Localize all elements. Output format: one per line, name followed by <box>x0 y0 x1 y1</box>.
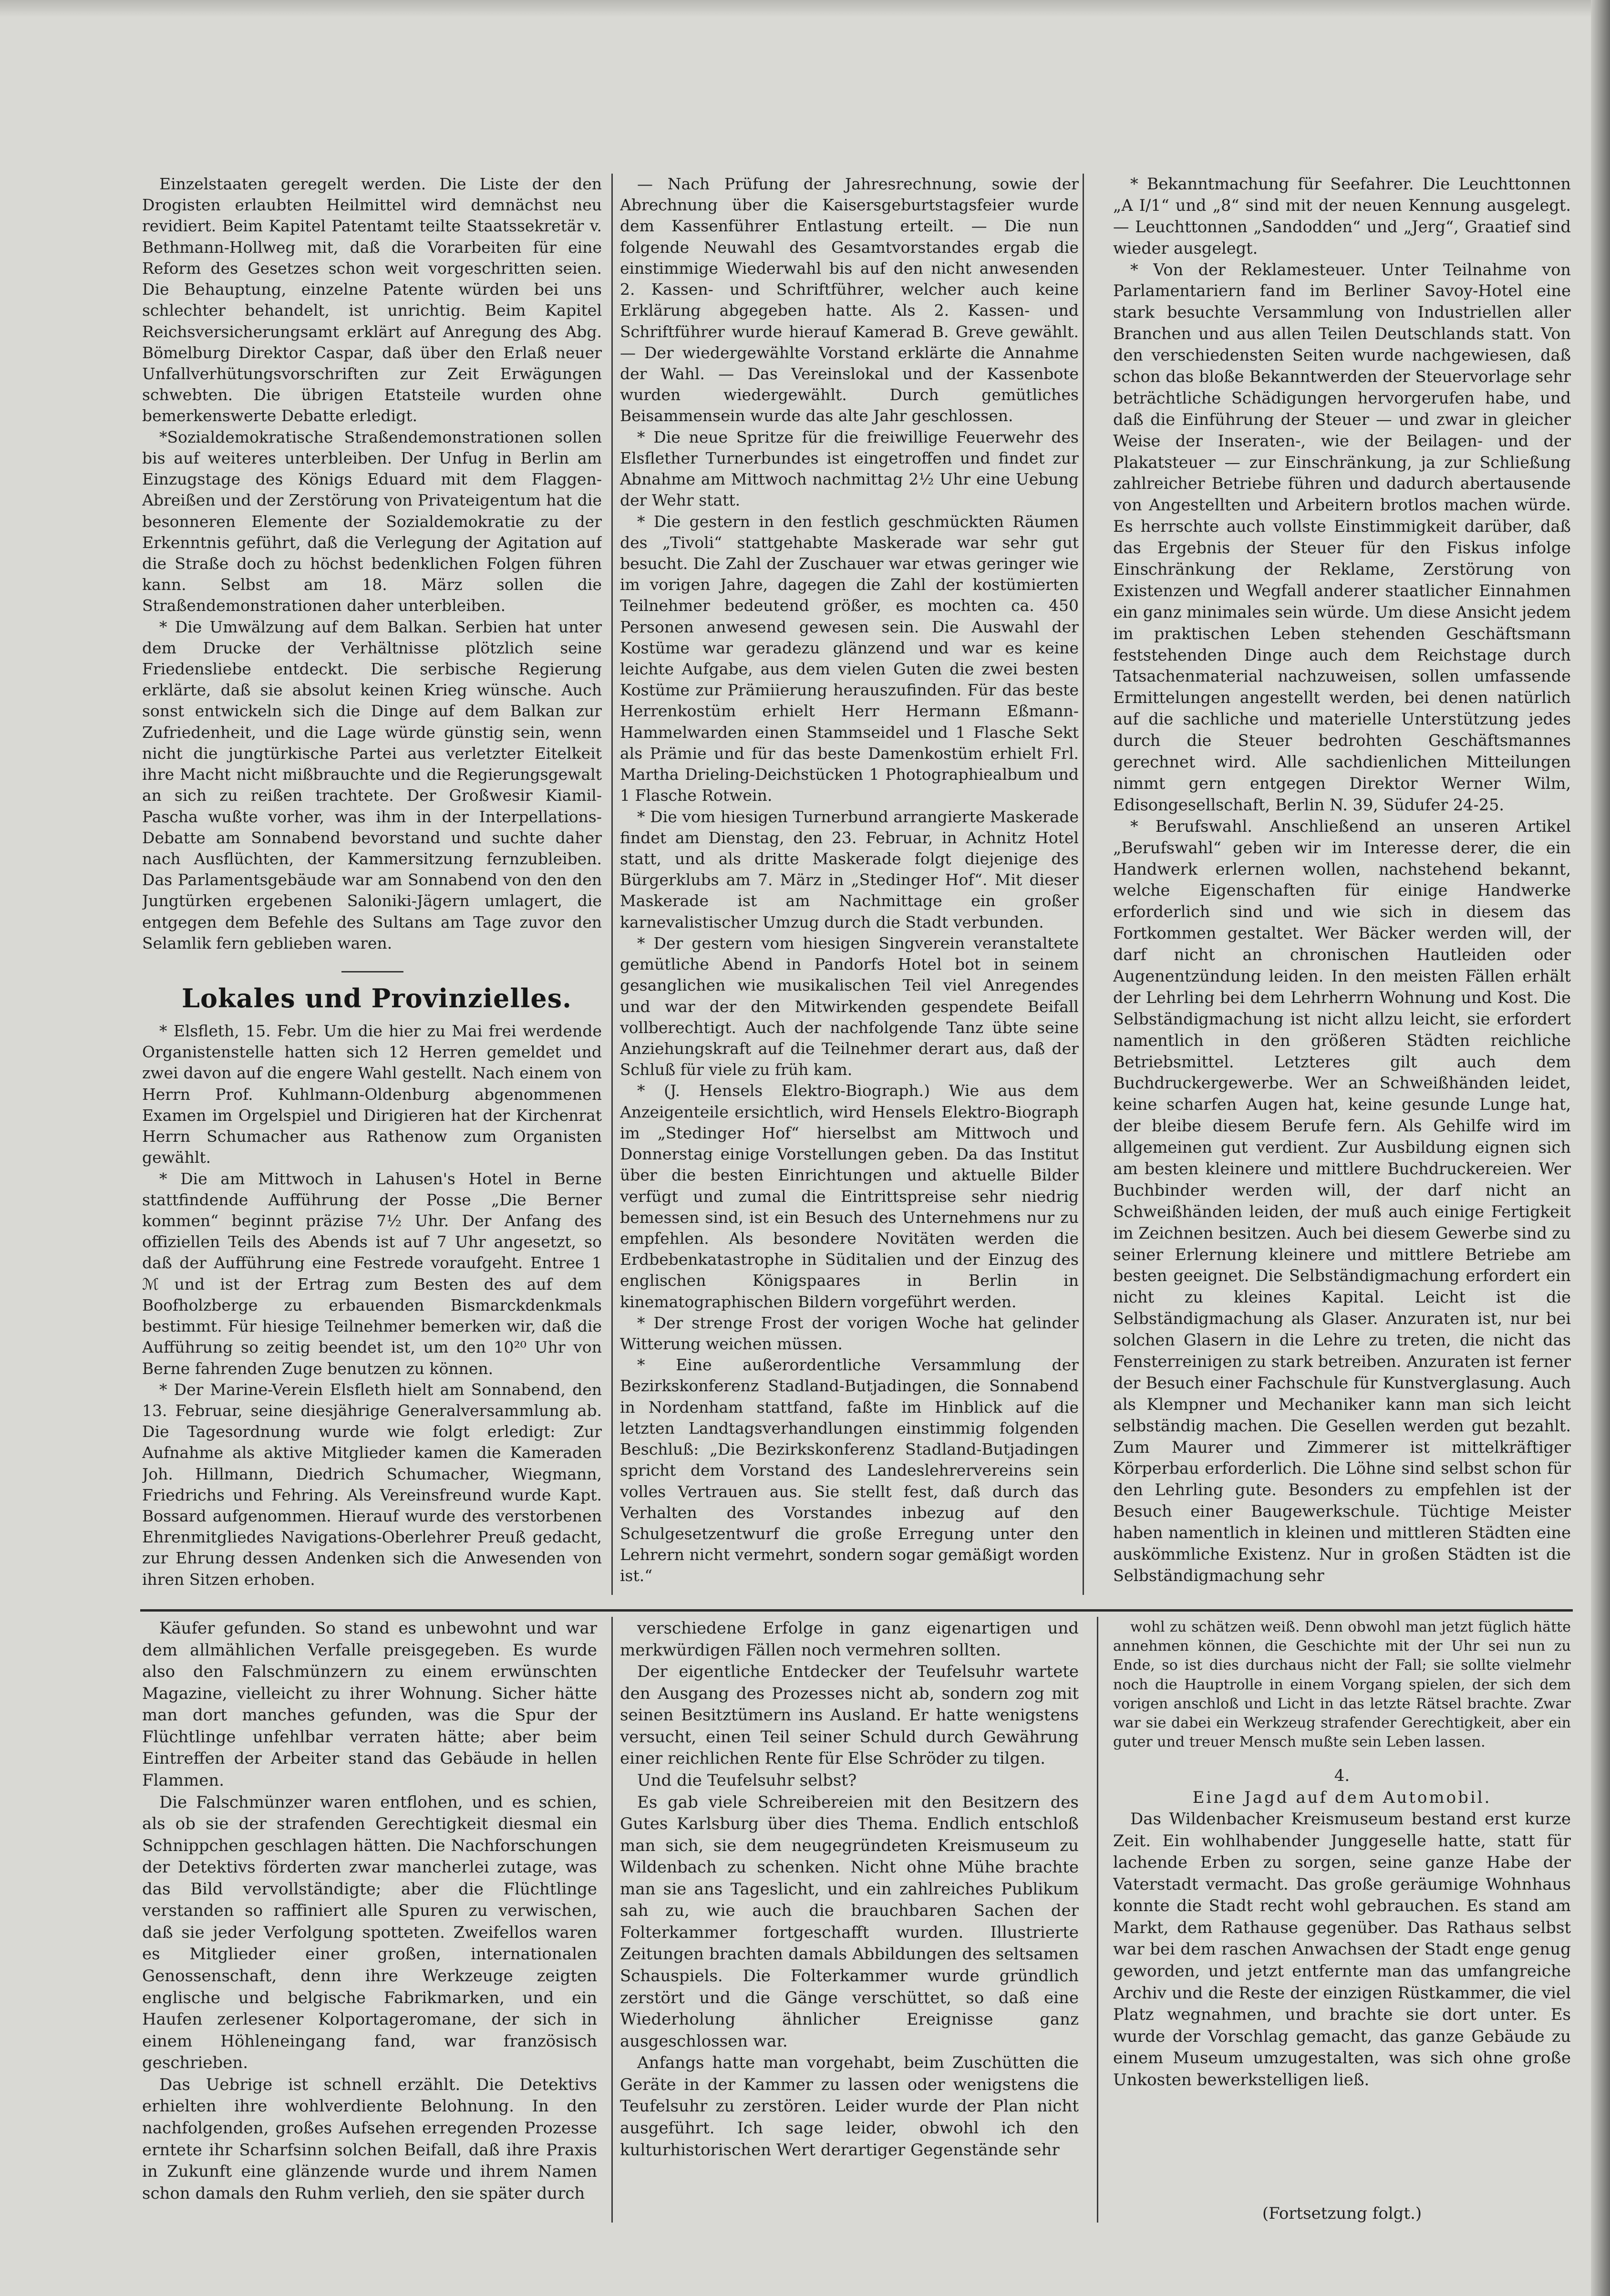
upper-col1-politics <box>142 174 602 961</box>
paragraph: * Der gestern vom hiesigen Singverein veranstaltete gemütliche Abend in Pandorfs Hotel bot in seinem gesanglichen wie musikalischen Teil viel Anregendes und war der den Mitwirkenden gespendete Beifall vollberechtigt. Auch der nachfolgende Tanz übte seine Anziehungskraft auf die Teilnehmer derart aus, daß der Schluß für viele zu früh kam. <box>620 933 1079 1079</box>
paragraph: * Der Marine-Verein Elsfleth hielt am Sonnabend, den 13. Februar, seine diesjährige Generalversammlung ab. Die Tagesordnung wurde wie folgt erledigt: Zur Aufnahme als aktive Mitglieder kamen die Kameraden Joh. Hillmann, Diedrich Schumacher, Wiegmann, Friedrichs und Fehring. Als Vereinsfreund wurde Kapt. Bossard aufgenommen. Hierauf wurde des verstorbenen Ehrenmitgliedes Navigations-Oberlehrer Preuß gedacht, zur Ehrung dessen Andenken sich die Anwesenden von ihren Sitzen erhoben. <box>142 1380 602 1589</box>
scan-shadow-right <box>1591 0 1610 2296</box>
paragraph: Es gab viele Schreibereien mit den Besitzern des Gutes Karlsburg über dies Thema. Endlich entschloß man sich, sie dem neugegründeten Kreismuseum zu Wildenbach zu schenken. Nicht ohne Mühe brachte man sie ans Tageslicht, und ein zahlreiches Publikum sah zu, wie auch die brauchbaren Sachen der Folterkammer fortgeschafft wurden. Illustrierte Zeitungen brachten damals Abbildungen des seltsamen Schauspiels. Die Folterkammer wurde gründlich zerstört und die Gänge verschüttet, so daß eine Wiederholung ähnlicher Ereignisse ganz ausgeschlossen war. <box>620 1792 1079 2051</box>
upper-col1-local <box>142 1021 602 1593</box>
paragraph: * Die neue Spritze für die freiwillige Feuerwehr des Elsflether Turnerbundes ist eingetroffen und findet zur Abnahme am Mittwoch nachmittag 2½ Uhr eine Uebung der Wehr statt. <box>620 427 1079 510</box>
paragraph: * Die vom hiesigen Turnerbund arrangierte Maskerade findet am Dienstag, den 23. Februar, in Achnitz Hotel statt, und als dritte Maskerade folgt diejenige des Bürgerklubs am 7. März in „Stedinger Hof“. Mit dieser Maskerade ist am Nachmittage ein großer karnevalistischer Umzug durch die Stadt verbunden. <box>620 807 1079 931</box>
column-rule-upper-1 <box>611 174 613 1595</box>
paragraph: verschiedene Erfolge in ganz eigenartigen und merkwürdigen Fällen noch vermehren sollten. <box>620 1619 1079 1660</box>
paragraph: wohl zu schätzen weiß. Denn obwohl man jetzt füglich hätte annehmen können, die Geschichte mit der Uhr sei nun zu Ende, so ist dies durchaus nicht der Fall; sie sollte vielmehr noch die Hauptrolle in einem Vorgang spielen, der sich dem vorigen anschloß und Licht in das letzte Rätsel brachte. Zwar war sie dabei ein Werkzeug strafender Gerechtigkeit, aber ein guter und treuer Mensch mußte sein Leben lassen. <box>1113 1619 1571 1751</box>
paragraph: * Elsfleth, 15. Febr. Um die hier zu Mai frei werdende Organistenstelle hatten sich 12 Herren gemeldet und zwei davon auf die engere Wahl gestellt. Nach einem von Herrn Prof. Kuhlmann-Oldenburg abgenommenen Examen im Orgelspiel und Dirigieren hat der Kirchenrat Herrn Schumacher aus Rathenow zum Organisten gewählt. <box>142 1022 602 1167</box>
chapter-number: 4. <box>1334 1766 1350 1785</box>
paragraph: Das Wildenbacher Kreismuseum bestand erst kurze Zeit. Ein wohlhabender Junggeselle hatte, statt für lachende Erben zu sorgen, seine ganze Habe der Vaterstadt vermacht. Das große geräumige Wohnhaus konnte die Stadt recht wohl gebrauchen. Es stand am Markt, dem Rathause gegenüber. Das Rathaus selbst war bei dem raschen Anwachsen der Stadt enge genug geworden, und jetzt entfernte man das umfangreiche Archiv und die Reste der einzigen Rüstkammer, die viel Platz wegnahmen, und brachte sie dort unter. Es wurde der Vorschlag gemacht, das ganze Gebäude zu einem Museum umzugestalten, was sich ohne große Unkosten bewerkstelligen ließ. <box>1113 1810 1571 2089</box>
paragraph: * Bekanntmachung für Seefahrer. Die Leuchttonnen „A I/1“ und „8“ sind mit der neuen Kennung ausgelegt. — Leuchttonnen „Sandodden“ und „Jerg“, Graatief sind wieder ausgelegt. <box>1113 175 1571 258</box>
chapter-title: Eine Jagd auf dem Automobil. <box>1192 1788 1492 1807</box>
upper-col3-notices <box>1113 174 1571 1595</box>
paragraph: * Die gestern in den festlich geschmückten Räumen des „Tivoli“ stattgehabte Maskerade war sehr gut besucht. Die Zahl der Zuschauer war etwas geringer wie im vorigen Jahre, dagegen die Zahl der kostümierten Teilnehmer bedeutend größer, es mochten ca. 450 Personen anwesend gewesen sein. Die Auswahl der Kostüme war geradezu glänzend und war es keine leichte Aufgabe, aus dem vielen Guten die zwei besten Kostüme zur Prämiierung herauszufinden. Für das beste Herrenkostüm erhielt Herr Hermann Eßmann-Hammelwarden einen Stammseidel und 1 Flasche Sekt als Prämie und für das beste Damenkostüm erhielt Frl. Martha Drieling-Deichstücken 1 Photographiealbum und 1 Flasche Rotwein. <box>620 512 1079 805</box>
paragraph: * Berufswahl. Anschließend an unseren Artikel „Berufswahl“ geben wir im Interesse derer, die ein Handwerk erlernen wollen, nachstehend bekannt, welche Eigenschaften für einige Handwerke erforderlich sind und wie sich in diesem das Fortkommen gestaltet. Wer Bäcker werden will, der darf nicht an chronischen Hautleiden oder Augenentzündung leiden. In den meisten Fällen erhält der Lehrling bei dem Lehrherrn Wohnung und Kost. Die Selbständigmachung ist nicht allzu leicht, sie erfordert namentlich in den größeren Städten reichliche Betriebsmittel. Letzteres gilt auch dem Buchdruckergewerbe. Wer an Schweißhänden leidet, keine scharfen Augen hat, keine gesunde Lunge hat, der bleibe diesem Berufe fern. Als Gehilfe wird im allgemeinen gut verdient. Zur Ausbildung eignen sich am besten kleinere und mittlere Buchdruckereien. Wer Buchbinder werden will, der darf nicht an Schweißhänden leiden, der muß auch einige Fertigkeit im Zeichnen besitzen. Auch bei diesem Gewerbe sind zu seiner Erlernung kleinere und mittlere Betriebe am besten geeignet. Die Selbständigmachung erfordert ein nicht zu kleines Kapital. Leicht ist die Selbständigmachung als Glaser. Anzuraten ist, nur bei solchen Glasern in die Lehre zu treten, die nicht das Fensterreinigen zu stark betreiben. Anzuraten ist ferner der Besuch einer Fachschule für Kunstverglasung. Auch als Klempner und Mechaniker kann man sich leicht selbständig machen. Die Gesellen werden gut bezahlt. Zum Maurer und Zimmerer ist mittelkräftiger Körperbau erforderlich. Die Löhne sind selbst schon für den Lehrling gute. Besonders zu empfehlen ist der Besuch einer Baugewerkschule. Tüchtige Meister haben namentlich in kleinen und mittleren Städten eine auskömmliche Existenz. Nur in großen Städten ist die Selbständigmachung sehr <box>1113 817 1571 1585</box>
upper-col2-local <box>620 174 1079 1595</box>
column-rule-lower-2 <box>1097 1617 1098 2223</box>
scan-shadow-top <box>0 0 1610 17</box>
lower-col3-story <box>1113 1618 1571 1761</box>
paragraph: * Die am Mittwoch in Lahusen's Hotel in Berne stattfindende Aufführung der Posse „Die Berner kommen“ beginnt präzise 7½ Uhr. Der Anfang des offiziellen Teils des Abends ist auf 7 Uhr angesetzt, so daß der Aufführung eine Festrede voraufgeht. Entree 1 ℳ und ist der Ertrag zum Besten des auf dem Boofholzberge zu erbauenden Bismarckdenkmals bestimmt. Für hiesige Teilnehmer bemerken wir, daß die Aufführung so zeitig beendet ist, um den 10²⁰ Uhr von Berne fahrenden Zuge benutzen zu können. <box>142 1169 602 1378</box>
paragraph: — Nach Prüfung der Jahresrechnung, sowie der Abrechnung über die Kaisersgeburtstagsfeier wurde dem Kassenführer Entlastung erteilt. — Die nun folgende Neuwahl des Gesamtvorstandes ergab die einstimmige Wiederwahl bis auf den nicht anwesenden 2. Kassen- und Schriftführer, welcher auch keine Erklärung abgegeben hatte. Als 2. Kassen- und Schriftführer wurde hierauf Kamerad B. Greve gewählt. — Der wiedergewählte Vorstand erklärte die Annahme der Wahl. — Das Vereinslokal und der Kassenbote wurden wiedergewählt. Durch gemütliches Beisammensein wurde das alte Jahr geschlossen. <box>620 175 1079 425</box>
paragraph: *Sozialdemokratische Straßendemonstrationen sollen bis auf weiteres unterbleiben. Der Unfug in Berlin am Einzugstage des Königs Eduard mit dem Flaggen-Abreißen und der Zerstörung von Privateigentum hat die besonneren Elemente der Sozialdemokratie zu der Erkenntnis geführt, daß die Verlegung der Agitation auf die Straße doch zu höchst bedenklichen Folgen führen kann. Selbst am 18. März sollen die Straßendemonstrationen daher unterbleiben. <box>142 427 602 615</box>
column-rule-lower-1 <box>611 1617 613 2223</box>
paragraph: Käufer gefunden. So stand es unbewohnt und war dem allmählichen Verfalle preisgegeben. Es wurde also den Falschmünzern zu einem erwünschten Magazine, vielleicht zu ihrer Wohnung. Sicher hätte man dort manches gefunden, was die Spur der Flüchtlinge unfehlbar verraten hätte; aber beim Eintreffen der Arbeiter stand das Gebäude in hellen Flammen. <box>142 1619 597 1790</box>
paragraph: Das Uebrige ist schnell erzählt. Die Detektivs erhielten ihre wohlverdiente Belohnung. In den nachfolgenden, großes Aufsehen erregenden Prozesse erntete ihr Scharfsinn solchen Beifall, daß ihre Praxis in Zukunft eine glänzende wurde und ihrem Namen schon damals den Ruhm verlieh, den sie später durch <box>142 2075 597 2203</box>
section-title-local-news: Lokales und Provinzielles. <box>182 983 572 1014</box>
column-rule-upper-2 <box>1083 174 1084 1595</box>
feuilleton-separator <box>140 1609 1573 1612</box>
lower-col1-story <box>142 1618 597 2224</box>
paragraph: * Die Umwälzung auf dem Balkan. Serbien hat unter dem Drucke der Verhältnisse plötzlich seine Friedensliebe entdeckt. Die serbische Regierung erklärte, daß sie absolut keinen Krieg wünsche. Auch sonst entwickeln sich die Dinge auf dem Balkan zur Zufriedenheit, und die Lage würde günstig sein, wenn nicht die jungtürkische Partei aus verletzter Eitelkeit ihre Macht nicht mißbrauchte und die Regierungsgewalt an sich zu reißen trachtete. Der Großwesir Kiamil-Pascha wußte vorher, was ihm in der Interpellations-Debatte am Sonnabend bevorstand und suchte daher nach Ausflüchten, der Kammersitzung fernzubleiben. Das Parlamentsgebäude war am Sonnabend von den den Jungtürken ergebenen Saloniki-Jägern umlagert, die entgegen dem Befehle des Sultans am Tage zuvor den Selamlik fern geblieben waren. <box>142 617 602 952</box>
paragraph: * Eine außerordentliche Versammlung der Bezirkskonferenz Stadland-Butjadingen, die Sonnabend in Nordenham stattfand, faßte im Hinblick auf die letzten Landtagsverhandlungen einstimmig folgenden Beschluß: „Die Bezirkskonferenz Stadland-Butjadingen spricht dem Vorstand des Landeslehrervereins sein volles Vertrauen aus. Sie stellt fest, daß durch das Verhalten des Vorstandes inbezug auf den Schulgesetzentwurf die große Erregung unter den Lehrern nicht vermehrt, sondern sogar gemäßigt worden ist.“ <box>620 1355 1079 1585</box>
paragraph: * Der strenge Frost der vorigen Woche hat gelinder Witterung weichen müssen. <box>620 1313 1079 1354</box>
paragraph: Der eigentliche Entdecker der Teufelsuhr wartete den Ausgang des Prozesses nicht ab, sondern zog mit seinen Besitztümern ins Ausland. Er hatte wenigstens versucht, einen Teil seiner Schuld durch Gewährung einer reichlichen Rente für Else Schröder zu tilgen. <box>620 1662 1079 1769</box>
paragraph: Anfangs hatte man vorgehabt, beim Zuschütten die Geräte in der Kammer zu lassen oder wenigstens die Teufelsuhr zu zerstören. Leider wurde der Plan nicht ausgeführt. Ich sage leider, obwohl ich den kulturhistorischen Wert derartiger Gegenstände sehr <box>620 2053 1079 2160</box>
continued-note: (Fortsetzung folgt.) <box>1262 2204 1422 2223</box>
paragraph: Die Falschmünzer waren entflohen, und es schien, als ob sie der strafenden Gerechtigkeit diesmal ein Schnippchen geschlagen hätten. Die Nachforschungen der Detektivs förderten zwar mancherlei zutage, was das Bild vervollständigte; aber die Flüchtlinge verstanden so raffiniert alle Spuren zu verwischen, daß sie jeder Verfolgung spotteten. Zweifellos waren es Mitglieder einer großen, internationalen Genossenschaft, denn ihre Werkzeuge zeigten englische und belgische Fabrikmarken, und ein Haufen zerlesener Kolportageromane, der sich in einem Höhleneingang fand, war französisch geschrieben. <box>142 1792 597 2073</box>
paragraph: Einzelstaaten geregelt werden. Die Liste der den Drogisten erlaubten Heilmittel wird demnächst neu revidiert. Beim Kapitel Patentamt teilte Staatssekretär v. Bethmann-Hollweg mit, daß die Vorarbeiten für eine Reform des Gesetzes schon weit vorgeschritten seien. Die Behauptung, einzelne Patente würden bei uns schlechter behandelt, ist unrichtig. Beim Kapitel Reichsversicherungsamt erklärt auf Anregung des Abg. Bömelburg Direktor Caspar, daß über den Erlaß neuer Unfallverhütungsvorschriften zur Zeit Erwägungen schwebten. Die übrigen Etatsteile wurden ohne bemerkenswerte Debatte erledigt. <box>142 175 602 425</box>
lower-col2-story <box>620 1618 1079 2224</box>
paragraph: Und die Teufelsuhr selbst? <box>637 1770 857 1790</box>
section-divider-short <box>341 971 403 972</box>
paragraph: * Von der Reklamesteuer. Unter Teilnahme von Parlamentariern fand im Berliner Savoy-Hotel eine stark besuchte Versammlung von Industriellen aller Branchen und aus allen Teilen Deutschlands statt. Von den verschiedensten Seiten wurde nachgewiesen, daß schon das bloße Bekanntwerden der Steuervorlage sehr beträchtliche Schädigungen hervorgerufen habe, und daß die Einführung der Steuer — und zwar in gleicher Weise der Inseraten-, wie der Beilagen- und der Plakatsteuer — zur Einschränkung, ja zur Schließung zahlreicher Betriebe führen und dadurch abertausende von Angestellten und Arbeitern brotlos machen würde. Es herrschte auch vollste Einstimmigkeit darüber, daß das Ergebnis der Steuer für den Fiskus infolge Einschränkung der Reklame, Zerstörung von Existenzen und Wegfall anderer staatlicher Einnahmen ein ganz minimales sein würde. Um diese Ansicht jedem im praktischen Leben stehenden Geschäftsmann feststehenden Dinge auch dem Reichstage durch Tatsachenmaterial nachzuweisen, sollen umfassende Ermittelungen angestellt werden, bei denen natürlich auf die sachliche und materielle Unterstützung jedes durch die Steuer bedrohten Geschäftsmannes gerechnet wird. Alle sachdienlichen Mitteilungen nimmt gern entgegen Direktor Werner Wilm, Edisongesellschaft, Berlin N. 39, Südufer 24-25. <box>1113 260 1571 814</box>
paragraph: * (J. Hensels Elektro-Biograph.) Wie aus dem Anzeigenteile ersichtlich, wird Hensels Elektro-Biograph im „Stedinger Hof“ hierselbst am Mittwoch und Donnerstag einige Vorstellungen geben. Da das Institut über die besten Einrichtungen und aktuelle Bilder verfügt und zumal die Eintrittspreise sehr niedrig bemessen sind, ist ein Besuch des Unternehmens nur zu empfehlen. Als besondere Novitäten werden die Erdbebenkatastrophe in Süditalien und der Einzug des englischen Königspaares in Berlin in kinematographischen Bildern vorgeführt werden. <box>620 1081 1079 1311</box>
lower-col3-chapter-text <box>1113 1809 1571 2203</box>
